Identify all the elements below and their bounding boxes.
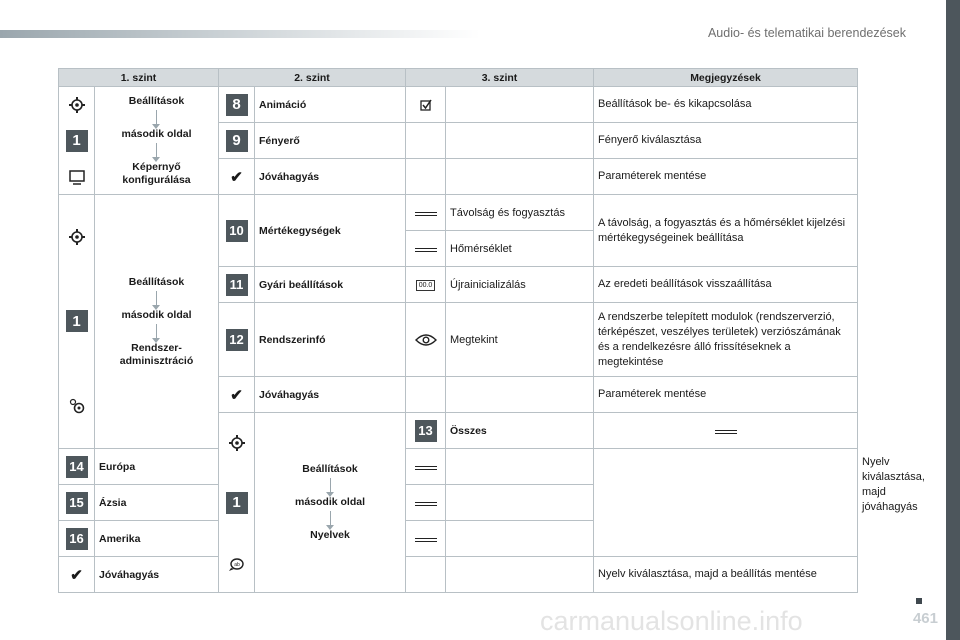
table-row <box>59 521 858 557</box>
arrow-down-icon <box>156 324 157 340</box>
monitor-icon <box>67 167 87 187</box>
selection-bar-icon <box>715 430 737 434</box>
table-row <box>59 195 858 231</box>
level2-label: Ázsia <box>95 485 219 521</box>
selection-bar-icon <box>415 466 437 470</box>
note-text: Nyelv kiválasztása, majd a beállítás mentése <box>594 557 858 593</box>
level3-label <box>446 557 594 593</box>
level3-icon-empty <box>406 123 446 159</box>
level2-label: Európa <box>95 449 219 485</box>
level3-label <box>446 449 594 485</box>
table-row: 1 ab Beállítások második oldal Nyelvek 13 Összes Nyelv kiválasztása, majd jóváhagyás <box>59 413 858 449</box>
level3-label <box>446 485 594 521</box>
language-icon <box>227 553 247 573</box>
selection-bar-icon <box>415 212 437 216</box>
level2-label: Gyári beállítások <box>255 267 406 303</box>
system-gears-icon <box>67 396 87 416</box>
level1-badge: 1 <box>226 492 248 514</box>
level3-label <box>446 123 594 159</box>
col-header-level1: 1. szint <box>59 69 219 87</box>
level3-label: Megtekint <box>446 303 594 377</box>
eye-icon <box>415 333 437 347</box>
step-badge-10: 10 <box>226 220 248 242</box>
col-header-level3: 3. szint <box>406 69 594 87</box>
menu-bottom-label: Nyelvek <box>310 529 350 541</box>
checkmark-icon: ✔ <box>230 168 243 186</box>
arrow-down-icon <box>156 143 157 159</box>
step-badge-8: 8 <box>226 94 248 116</box>
checkmark-icon: ✔ <box>230 386 243 404</box>
level2-label: Jóváhagyás <box>255 159 406 195</box>
arrow-down-icon <box>330 511 331 527</box>
table-row <box>59 449 858 485</box>
level2-label: Fényerő <box>255 123 406 159</box>
level1-icons <box>219 413 255 593</box>
note-text: Fényerő kiválasztása <box>594 123 858 159</box>
menu-top-label: Beállítások <box>302 463 358 475</box>
level3-icon-empty <box>406 159 446 195</box>
gear-icon <box>227 433 247 453</box>
level1-icons <box>59 87 95 195</box>
level1-badge: 1 <box>66 310 88 332</box>
gear-icon <box>67 95 87 115</box>
level1-menu <box>95 87 219 195</box>
arrow-down-icon <box>156 110 157 126</box>
svg-text:ab: ab <box>233 561 240 568</box>
table-row <box>59 557 858 593</box>
menu-middle-label: második oldal <box>294 496 366 508</box>
level1-badge: 1 <box>66 130 88 152</box>
level2-label: Amerika <box>95 521 219 557</box>
page-header-title: Audio- és telematikai berendezések <box>707 26 906 40</box>
level2-label: Mértékegységek <box>255 195 406 267</box>
checkbox-icon <box>416 95 436 115</box>
page-number: 461 <box>912 610 938 627</box>
menu-bottom-label: Rendszer-adminisztráció <box>119 341 194 367</box>
level2-label: Összes <box>446 413 594 449</box>
level2-label: Rendszerinfó <box>255 303 406 377</box>
selection-bar-icon <box>415 248 437 252</box>
step-badge-12: 12 <box>226 329 248 351</box>
table-header-row <box>59 69 858 87</box>
arrow-down-icon <box>156 291 157 307</box>
menu-middle-label: második oldal <box>121 308 192 321</box>
level3-label <box>446 521 594 557</box>
checkmark-icon: ✔ <box>70 566 83 584</box>
page-dot <box>916 598 922 604</box>
step-badge-15: 15 <box>66 492 88 514</box>
menu-bottom-label: Képernyő konfigurálása <box>122 160 191 186</box>
note-text: Az eredeti beállítások visszaállítása <box>594 267 858 303</box>
level2-label: Jóváhagyás <box>95 557 219 593</box>
table-row <box>59 485 858 521</box>
side-strip <box>946 0 960 640</box>
step-badge-16: 16 <box>66 528 88 550</box>
arrow-down-icon <box>330 478 331 494</box>
menu-middle-label: második oldal <box>121 127 192 140</box>
note-text: Paraméterek mentése <box>594 377 858 413</box>
gear-icon <box>67 227 87 247</box>
col-header-notes: Megjegyzések <box>594 69 858 87</box>
note-text: A távolság, a fogyasztás és a hőmérséklet kijelzési mértékegységeinek beállítása <box>594 195 858 267</box>
step-badge-14: 14 <box>66 456 88 478</box>
level3-label <box>446 87 594 123</box>
level2-label: Animáció <box>255 87 406 123</box>
col-header-level2: 2. szint <box>219 69 406 87</box>
menu-top-label: Beállítások <box>128 275 185 288</box>
step-badge-13: 13 <box>415 420 437 442</box>
note-text: Beállítások be- és kikapcsolása <box>594 87 858 123</box>
level3-label: Hőmérséklet <box>446 231 594 267</box>
note-text: Paraméterek mentése <box>594 159 858 195</box>
settings-table <box>58 68 925 593</box>
header-bar <box>0 30 480 38</box>
table-row <box>59 87 858 123</box>
level3-icon-empty <box>406 557 446 593</box>
step-badge-9: 9 <box>226 130 248 152</box>
level3-label: Távolság és fogyasztás <box>446 195 594 231</box>
reset-counter-icon: 00.0 <box>416 280 436 291</box>
step-badge-11: 11 <box>226 274 248 296</box>
menu-top-label: Beállítások <box>128 94 185 107</box>
level2-label: Jóváhagyás <box>255 377 406 413</box>
watermark: carmanualsonline.info <box>540 606 803 636</box>
level1-menu <box>95 195 219 449</box>
level3-label: Újrainicializálás <box>446 267 594 303</box>
level1-icons <box>59 195 95 449</box>
level3-icon-empty <box>406 377 446 413</box>
level3-label <box>446 159 594 195</box>
level1-menu <box>255 413 406 593</box>
selection-bar-icon <box>415 502 437 506</box>
selection-bar-icon <box>415 538 437 542</box>
level3-label <box>446 377 594 413</box>
note-text: A rendszerbe telepített modulok (rendszerverzió, térképészet, veszélyes területek) verziószámának és a rendelkezésre álló frissítéseknek a megtekintése <box>594 303 858 377</box>
